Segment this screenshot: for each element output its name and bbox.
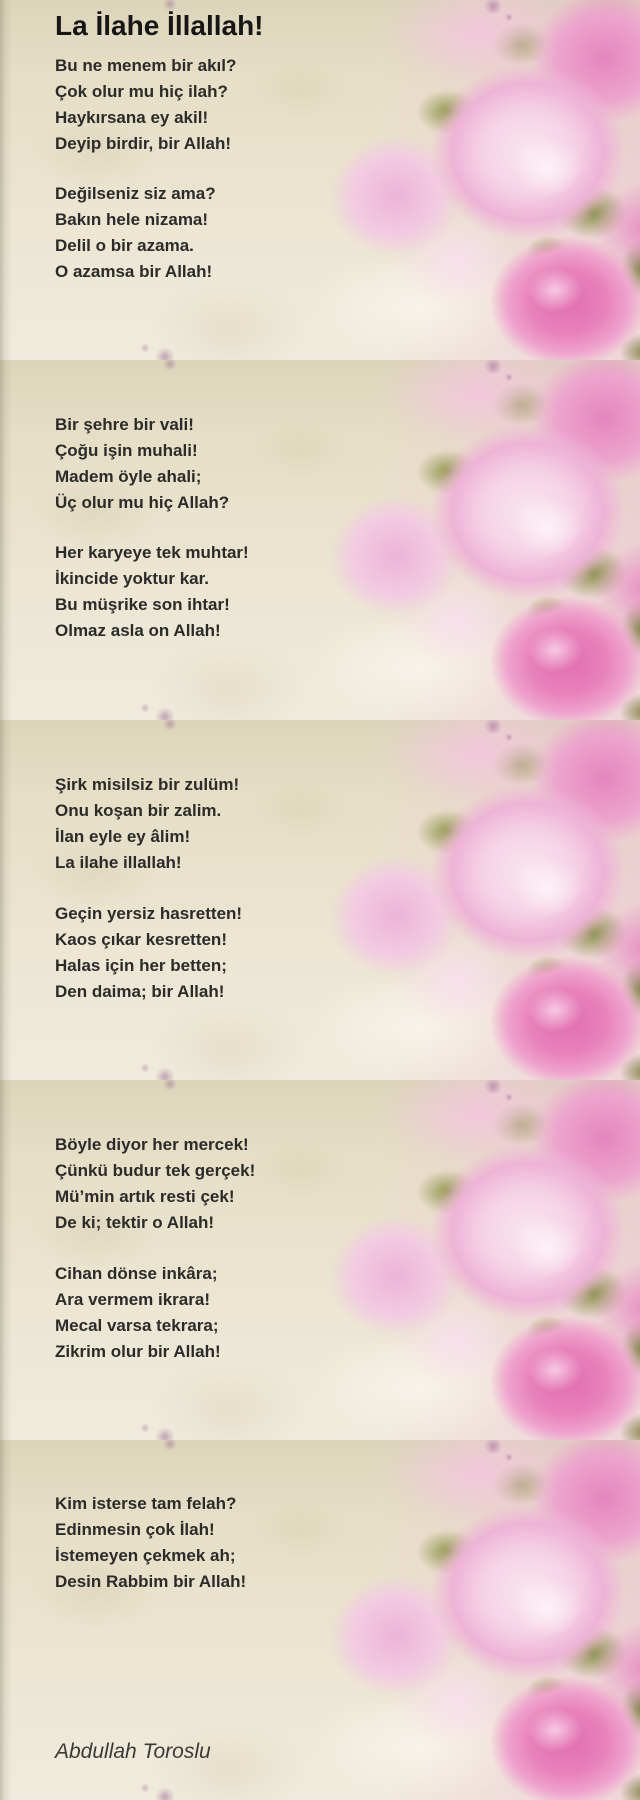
poem-line: Çok olur mu hiç ilah? (55, 82, 228, 101)
stanza-1 (55, 53, 236, 157)
author-name: Abdullah Toroslu (55, 1740, 211, 1763)
stanza-3 (55, 412, 229, 516)
poem-line: Bir şehre bir vali! (55, 415, 194, 434)
poem-line: Böyle diyor her mercek! (55, 1135, 249, 1154)
poem-line: İlan eyle ey âlim! (55, 827, 191, 846)
poem-line: Desin Rabbim bir Allah! (55, 1572, 247, 1591)
poem-title: La İlahe İllallah! (55, 10, 264, 41)
stanza-2 (55, 181, 216, 285)
poem-line: Çünkü budur tek gerçek! (55, 1161, 256, 1180)
poem-line: Haykırsana ey akil! (55, 108, 209, 127)
poem-line: Üç olur mu hiç Allah? (55, 493, 230, 512)
stanza-7 (55, 1132, 255, 1236)
poem-line: Çoğu işin muhali! (55, 441, 198, 460)
poem-line: La ilahe illallah! (55, 853, 182, 872)
poem-line: Deyip birdir, bir Allah! (55, 134, 232, 153)
poem-line: İkincide yoktur kar. (55, 569, 210, 588)
poem-line: Geçin yersiz hasretten! (55, 904, 243, 923)
poem-line: Değilseniz siz ama? (55, 184, 216, 203)
poem-line: Şirk misilsiz bir zulüm! (55, 775, 240, 794)
poem-line: Edinmesin çok İlah! (55, 1520, 215, 1539)
poem-line: Bu müşrike son ihtar! (55, 595, 230, 614)
poem-line: Mü’min artık resti çek! (55, 1187, 235, 1206)
poem-line: Mecal varsa tekrara; (55, 1316, 219, 1335)
poem-line: Halas için her betten; (55, 956, 227, 975)
poem-line: De ki; tektir o Allah! (55, 1213, 215, 1232)
poem-line: Zikrim olur bir Allah! (55, 1342, 221, 1361)
poem-line: O azamsa bir Allah! (55, 262, 213, 281)
poem-line: Olmaz asla on Allah! (55, 621, 221, 640)
poem-line: Cihan dönse inkâra; (55, 1264, 218, 1283)
stanza-8 (55, 1261, 221, 1365)
poem-line: Bu ne menem bir akıl? (55, 56, 237, 75)
poem-line: Madem öyle ahali; (55, 467, 202, 486)
poem-line: Her karyeye tek muhtar! (55, 543, 249, 562)
poem-line: Den daima; bir Allah! (55, 982, 225, 1001)
stanza-4 (55, 540, 249, 644)
stanza-5 (55, 772, 239, 876)
poem-line: İstemeyen çekmek ah; (55, 1546, 236, 1565)
poem-line: Onu koşan bir zalim. (55, 801, 222, 820)
stanza-9 (55, 1491, 246, 1595)
poem-line: Kim isterse tam felah? (55, 1494, 237, 1513)
poem-line: Delil o bir azama. (55, 236, 194, 255)
stanza-6 (55, 901, 242, 1005)
poem-line: Bakın hele nizama! (55, 210, 209, 229)
poem-line: Kaos çıkar kesretten! (55, 930, 227, 949)
poem-line: Ara vermem ikrara! (55, 1290, 210, 1309)
